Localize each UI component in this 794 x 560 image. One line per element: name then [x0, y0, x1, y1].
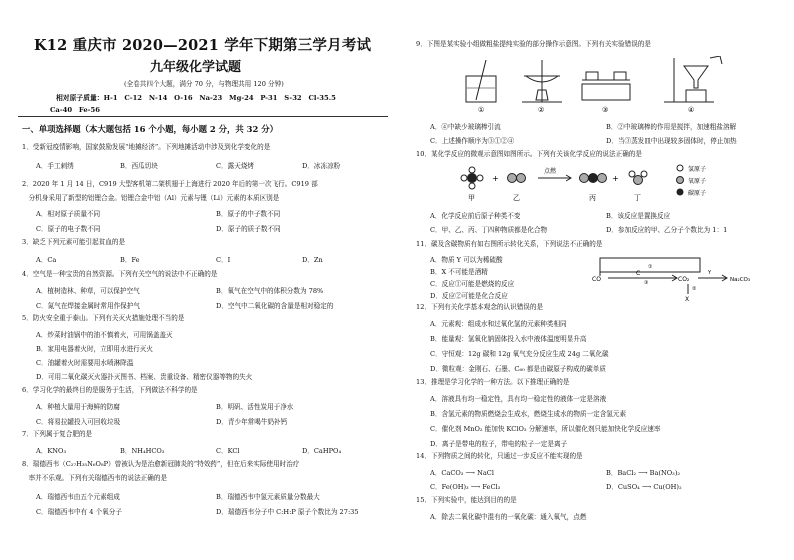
option-b: B．家用电器着火时，立即用水进行灭火 [36, 345, 153, 353]
option-c: C．守恒观：12g 碳和 12g 氧气充分反应生成 24g 二氧化碳 [430, 350, 609, 358]
option-a: A．手工刺绣 [36, 162, 74, 170]
option-b: B．BaCl₂ ⟶ Ba(NO₃)₂ [606, 469, 681, 477]
option-a: A．植树造林、种草，可以保护空气 [36, 287, 140, 295]
figure-label-3: ③ [602, 106, 609, 114]
right-column [400, 0, 792, 560]
question-stem-cont: 率并不乐观。下列有关瑞德西韦的说法正确的是 [22, 474, 168, 482]
option-a: A．溶液具有均一稳定性，具有均一稳定性的液体一定是溶液 [430, 395, 607, 403]
option-b: B．原子的中子数不同 [216, 210, 281, 218]
option-c: C．KCl [216, 447, 240, 455]
option-d: D．参加反应的甲、乙分子个数比为 1：1 [606, 226, 728, 234]
arrow-label-3: ③ [644, 280, 649, 286]
molecule-bing [580, 173, 607, 183]
option-d: D．原子的质子数不同 [216, 225, 281, 233]
label-ding: 丁 [634, 194, 641, 202]
question-stem: 13．推理是学习化学的一种方法。以下推理正确的是 [416, 378, 570, 386]
question-stem: 3．缺乏下列元素可能引起贫血的是 [22, 238, 126, 246]
option-d: D．可用二氧化碳灭火器扑灭图书、档案、贵重设备、精密仪器等物的失火 [36, 373, 253, 381]
legend-oxygen: 氧原子 [688, 178, 707, 185]
exam-title: K12 重庆市 2020—2021 学年下期第三学月考试 [34, 37, 372, 54]
label-yi: 乙 [513, 194, 520, 202]
question-stem: 1．受新冠疫情影响，国家鼓励发展“地摊经济”。下列地摊活动中涉及到化学变化的是 [22, 143, 271, 151]
exam-note: (全卷共四个大题，满分 70 分，与物理共用 120 分钟) [124, 80, 284, 88]
option-c: C．原子的电子数不同 [36, 225, 101, 233]
option-b: B．明矾、活性炭用于净水 [216, 403, 294, 411]
atomic-masses-line2: Ca-40 Fe-56 [50, 106, 100, 114]
option-b: B．②中玻璃棒的作用是搅拌，加速粗盐溶解 [606, 123, 737, 131]
option-d: D．反应②可能是化合反应 [430, 292, 508, 300]
node-y: Y [708, 270, 712, 276]
option-d: D．空气中二氧化碳的含量是相对稳定的 [216, 302, 334, 310]
option-a: A．元素观：组成水和过氧化氢的元素种类相同 [430, 320, 567, 328]
evaporation-apparatus [522, 60, 562, 102]
option-d: D．冰冻凉粉 [302, 162, 341, 170]
plus-sign: + [612, 174, 619, 183]
arrow-label-1: ① [648, 264, 653, 270]
option-c: C．露天烧烤 [216, 162, 255, 170]
question-stem: 5．防火安全重于泰山。下列有关灭火措施处理不当的是 [22, 314, 185, 322]
option-b: B．瑞德西韦中氢元素质量分数最大 [216, 493, 320, 501]
option-d: D．青少年常喝牛奶补钙 [216, 418, 288, 426]
left-column [0, 0, 392, 560]
question-stem: 10．某化学反应的微观示意图如图所示。下列有关该化学反应的说法正确的是 [416, 150, 642, 158]
option-a: A．CaCO₃ ⟶ NaCl [430, 469, 494, 477]
option-a: A．除去二氧化碳中混有的一氧化碳：通入氧气，点燃 [430, 513, 587, 521]
legend-carbon: 碳原子 [688, 190, 707, 197]
option-d: D．瑞德西韦分子中 C:H:P 原子个数比为 27:35 [216, 508, 359, 516]
atom-legend [677, 165, 707, 197]
option-b: B．含氢元素的物质燃烧会生成水，燃烧生成水的物质一定含氢元素 [430, 410, 627, 418]
option-b: B．X 不可能是酒精 [430, 268, 488, 276]
option-c: C．I [216, 256, 231, 264]
molecule-jia [461, 167, 483, 189]
figure-label-2: ② [538, 106, 545, 114]
exam-subtitle: 九年级化学试题 [150, 60, 242, 75]
option-c: C．甲、乙、丙、丁四种物质都是化合物 [430, 226, 548, 234]
label-bing: 丙 [589, 194, 596, 202]
filtration-apparatus [664, 56, 722, 102]
balance-apparatus [582, 72, 630, 100]
option-c: C．油罐着火时需要用水喷淋降温 [36, 359, 134, 367]
ignite-label: 点燃 [544, 168, 557, 175]
reaction-micro-diagram [450, 162, 750, 204]
atomic-masses-line1: 相对原子质量：H-1 C-12 N-14 O-16 Na-23 Mg-24 P-31 S-32 Cl-35.5 [56, 94, 336, 102]
question-stem: 14．下列物质之间的转化，只通过一步反应不能实现的是 [416, 452, 583, 460]
salt-purification-figure [452, 56, 742, 114]
option-d: D．CaHPO₄ [302, 447, 342, 455]
option-c: C．反应①可能是燃烧的反应 [430, 280, 515, 288]
option-c: C．氮气在焊接金属时常用作保护气 [36, 302, 140, 310]
question-stem: 12．下列有关化学基本观念的认识错误的是 [416, 303, 544, 311]
option-b: B．西瓜切块 [120, 162, 158, 170]
question-stem: 2．2020 年 1 月 14 日，C919 大型客机第二架机翅于上海进行 2020 年后的第一次飞行。C919 部 [22, 180, 318, 188]
option-a: A．KNO₃ [36, 447, 67, 455]
option-b: B．氧气在空气中的体积分数为 78% [216, 287, 324, 295]
figure-label-4: ④ [688, 106, 695, 114]
label-jia: 甲 [468, 194, 475, 202]
option-b: B．能量观：氢氧化钠固体投入水中液体温度明显升高 [430, 335, 587, 343]
option-c: C．将易拉罐投入可回收垃圾 [36, 418, 121, 426]
molecule-yi [508, 174, 526, 183]
option-a: A．瑞德西韦由五个元素组成 [36, 493, 120, 501]
question-stem: 6．学习化学的最终目的是服务于生活，下列做法不科学的是 [22, 386, 198, 394]
option-d: D．Zn [302, 256, 323, 264]
question-stem-cont: 分机身采用了新型的铝锂合金。铝锂合金中铝（Al）元素与锂（Li）元素的本质区别是 [22, 194, 280, 202]
option-b: B．NH₄HCO₃ [120, 447, 165, 455]
figure-label-1: ① [478, 106, 485, 114]
option-a: A．物质 Y 可以为稀硫酸 [430, 256, 503, 264]
dissolving-beaker-apparatus [466, 60, 496, 102]
option-a: A．炒菜时油锅中的油不慎着火，可用锅盖盖灭 [36, 331, 173, 339]
option-d: D．CuSO₄ ⟶ Cu(OH)₂ [606, 483, 682, 491]
option-a: A．④中缺少玻璃棒引流 [430, 123, 501, 131]
question-stem: 7．下列属于复合肥的是 [22, 430, 93, 438]
molecule-ding [629, 171, 647, 185]
option-b: B．该反应是置换反应 [606, 212, 671, 220]
question-stem: 9．下图是某实验小组做粗盐提纯实验的部分操作示意图。下列有关实验错误的是 [416, 40, 651, 48]
question-stem: 4．空气是一种宝贵的自然资源。下列有关空气的说法中不正确的是 [22, 270, 218, 278]
question-stem: 8．瑞德西韦（C₂₇H₃₅N₆O₈P）曾被认为是治愈新冠肺炎的“特效药”，但在后来实际使用时治疗 [22, 460, 300, 468]
node-co: CO [592, 276, 601, 283]
option-b: B．Fe [120, 256, 140, 264]
option-c: C．催化剂 MnO₂ 能加快 KClO₃ 分解速率，所以催化剂只能加快化学反应速率 [430, 425, 661, 433]
option-d: D．当③蒸发皿中出现较多固体时，停止加热 [606, 137, 737, 145]
option-a: A．种植大量用于海鲜的防腐 [36, 403, 120, 411]
header-divider [18, 116, 388, 117]
question-stem: 15．下列实验中，能达到目的的是 [416, 496, 517, 504]
legend-hydrogen: 氢原子 [688, 166, 707, 173]
option-a: A．相对原子质量不同 [36, 210, 101, 218]
option-a: A．化学反应前后原子种类不变 [430, 212, 521, 220]
option-c: C．Fe(OH)₃ ⟶ FeCl₃ [430, 483, 501, 491]
section-title: 一、单项选择题（本大题包括 16 个小题，每小题 2 分，共 32 分） [22, 124, 279, 134]
node-x: X [685, 296, 690, 302]
carbon-conversion-diagram [588, 252, 768, 302]
option-a: A．Ca [36, 256, 57, 264]
node-c: C [636, 270, 641, 277]
node-co2: CO₂ [678, 276, 690, 283]
option-c: C．瑞德西韦中有 4 个氧分子 [36, 508, 122, 516]
node-na2co3: Na₂CO₃ [730, 277, 751, 283]
question-stem: 11．碳及含碳物质有如右图所示转化关系，下列说法不正确的是 [416, 240, 603, 248]
plus-sign: + [492, 174, 499, 183]
option-d: D．离子是带电的粒子，带电的粒子一定是离子 [430, 440, 568, 448]
option-c: C．上述操作顺序为③①②④ [430, 137, 515, 145]
option-d: D．微粒观：金刚石、石墨、C₆₀ 都是由碳原子构成的碳单质 [430, 365, 606, 373]
arrow-label-2: ② [692, 286, 697, 292]
